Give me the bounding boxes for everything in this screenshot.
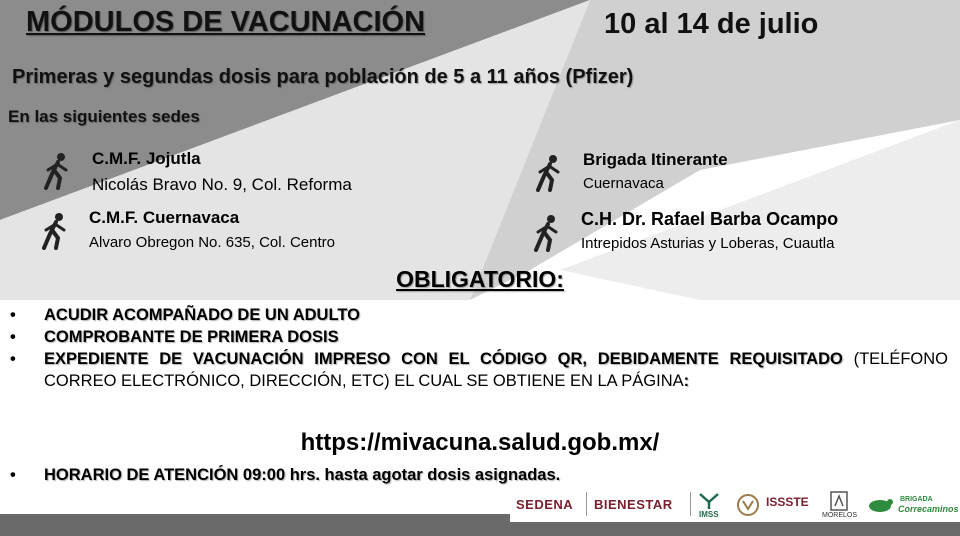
issste-logo: ISSSTE bbox=[766, 495, 809, 509]
imss-emblem-icon bbox=[698, 492, 720, 510]
schedule-list bbox=[10, 464, 948, 486]
vaccine-url-link[interactable]: https://mivacuna.salud.gob.mx/ bbox=[300, 429, 660, 456]
divider bbox=[586, 492, 587, 516]
site-address: Intrepidos Asturias y Loberas, Cuautla bbox=[581, 235, 835, 252]
site-address: Alvaro Obregon No. 635, Col. Centro bbox=[89, 234, 335, 251]
site-name: Brigada Itinerante bbox=[583, 150, 728, 169]
requirement-detail: (TELÉFONO CORREO ELECTRÓNICO, DIRECCIÓN, ETC) EL CUAL SE OBTIENE EN LA PÁGINA bbox=[44, 350, 949, 390]
bullet: • bbox=[10, 466, 16, 484]
morelos-logo: MORELOS bbox=[822, 512, 858, 519]
date-range: 10 al 14 de julio bbox=[604, 8, 819, 40]
correcaminos-bird-icon bbox=[866, 496, 896, 514]
requirement-text: ACUDIR ACOMPAÑADO DE UN ADULTO bbox=[44, 306, 360, 324]
bullet: • bbox=[10, 328, 16, 346]
site-name: C.M.F. Jojutla bbox=[92, 149, 201, 168]
imss-logo: IMSS bbox=[699, 510, 719, 519]
walking-person-icon bbox=[40, 212, 70, 250]
page-title: MÓDULOS DE VACUNACIÓN bbox=[26, 6, 426, 38]
issste-emblem-icon bbox=[734, 493, 762, 517]
requirement-colon: : bbox=[683, 372, 690, 390]
requirement-text: COMPROBANTE DE PRIMERA DOSIS bbox=[44, 328, 339, 346]
site-name: C.M.F. Cuernavaca bbox=[89, 208, 240, 227]
subtitle: Primeras y segundas dosis para población de 5 a 11 años (Pfizer) bbox=[12, 66, 634, 88]
requirements-list bbox=[10, 304, 948, 392]
site-name: C.H. Dr. Rafael Barba Ocampo bbox=[581, 209, 839, 229]
bullet: • bbox=[10, 350, 16, 368]
footer-logos bbox=[510, 488, 960, 522]
walking-person-icon bbox=[534, 154, 564, 192]
list-item bbox=[10, 464, 948, 486]
brigada-logo: BRIGADA bbox=[900, 496, 933, 503]
site-address: Cuernavaca bbox=[583, 175, 664, 192]
schedule-text: HORARIO DE ATENCIÓN 09:00 hrs. hasta agotar dosis asignadas. bbox=[44, 466, 561, 484]
bullet: • bbox=[10, 306, 16, 324]
requirements-heading: OBLIGATORIO: bbox=[396, 266, 564, 292]
site-address: Nicolás Bravo No. 9, Col. Reforma bbox=[92, 175, 352, 194]
walking-person-icon bbox=[532, 214, 562, 252]
bienestar-logo: BIENESTAR bbox=[594, 497, 673, 512]
walking-person-icon bbox=[42, 152, 72, 190]
sedena-logo: SEDENA bbox=[516, 497, 574, 512]
requirement-text: EXPEDIENTE DE VACUNACIÓN IMPRESO CON EL CÓDIGO QR, DEBIDAMENTE REQUISITADO bbox=[44, 350, 843, 368]
morelos-emblem-icon bbox=[828, 490, 850, 512]
sedes-label: En las siguientes sedes bbox=[8, 107, 200, 126]
list-item bbox=[10, 348, 948, 392]
correcaminos-logo: Correcaminos bbox=[898, 504, 959, 514]
list-item bbox=[10, 304, 948, 326]
divider bbox=[690, 492, 691, 516]
list-item bbox=[10, 326, 948, 348]
